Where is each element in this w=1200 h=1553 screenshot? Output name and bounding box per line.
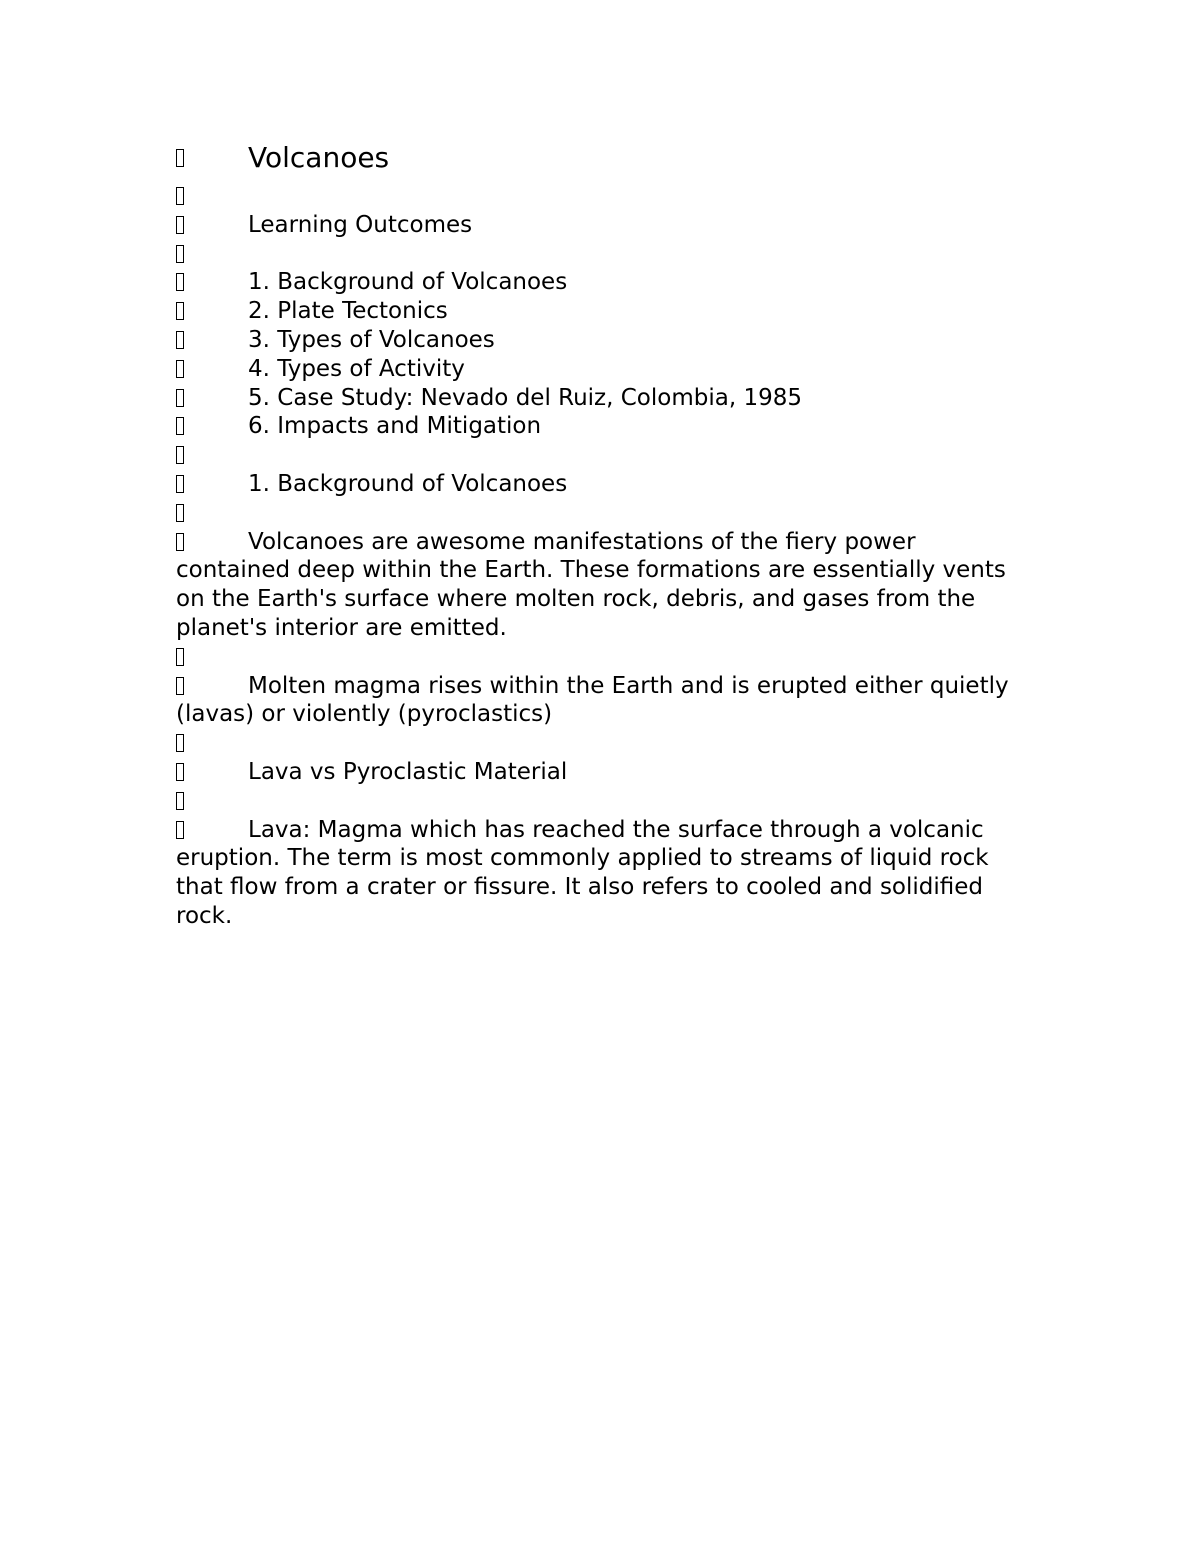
line-text: 1. Background of Volcanoes <box>248 269 568 296</box>
bullet-line <box>176 470 1026 499</box>
line-text: Molten magma rises within the Earth and is erupted either quietly (lavas) or violently (pyroclastics) <box>176 672 1009 728</box>
bullet-line <box>176 240 1026 269</box>
missing-glyph-icon <box>176 360 184 378</box>
paragraph-line <box>176 816 1026 931</box>
missing-glyph-icon <box>176 273 184 291</box>
bullet-line <box>176 326 1026 355</box>
missing-glyph-icon <box>176 677 184 695</box>
bullet-line <box>176 758 1026 787</box>
bullet-line <box>176 211 1026 240</box>
line-text: 5. Case Study: Nevado del Ruiz, Colombia, 1985 <box>248 384 802 411</box>
missing-glyph-icon <box>176 331 184 349</box>
line-text: Volcanoes are awesome manifestations of the fiery power contained deep within the Earth. These formations are essentially vents on the Earth's surface where molten rock, debris, and gases from the planet's interior are emitted. <box>176 528 1006 641</box>
bullet-line <box>176 268 1026 297</box>
missing-glyph-icon <box>176 302 184 320</box>
missing-glyph-icon <box>176 648 184 666</box>
bullet-line <box>176 499 1026 528</box>
bullet-line <box>176 787 1026 816</box>
missing-glyph-icon <box>176 417 184 435</box>
missing-glyph-icon <box>176 734 184 752</box>
paragraph-line <box>176 672 1026 730</box>
line-text: Learning Outcomes <box>248 211 473 238</box>
missing-glyph-icon <box>176 763 184 781</box>
document-title: Volcanoes <box>248 141 390 174</box>
missing-glyph-icon <box>176 821 184 839</box>
line-text: 2. Plate Tectonics <box>248 298 448 325</box>
missing-glyph-icon <box>176 149 184 167</box>
document-title-line <box>176 139 1026 176</box>
missing-glyph-icon <box>176 446 184 464</box>
bullet-line <box>176 643 1026 672</box>
paragraph-line <box>176 528 1026 643</box>
missing-glyph-icon <box>176 216 184 234</box>
line-text: 3. Types of Volcanoes <box>248 326 495 353</box>
document-lines <box>176 182 1026 931</box>
missing-glyph-icon <box>176 504 184 522</box>
missing-glyph-icon <box>176 389 184 407</box>
line-text: Lava: Magma which has reached the surface through a volcanic eruption. The term is most commonly applied to streams of liquid rock that flow from a crater or fissure. It also refers to cooled and solidified rock. <box>176 816 989 929</box>
line-text: 1. Background of Volcanoes <box>248 470 568 497</box>
bullet-line <box>176 384 1026 413</box>
missing-glyph-icon <box>176 187 184 205</box>
bullet-line <box>176 441 1026 470</box>
missing-glyph-icon <box>176 792 184 810</box>
document-body <box>176 139 1026 931</box>
missing-glyph-icon <box>176 533 184 551</box>
bullet-line <box>176 729 1026 758</box>
bullet-line <box>176 355 1026 384</box>
line-text: Lava vs Pyroclastic Material <box>248 758 568 785</box>
missing-glyph-icon <box>176 475 184 493</box>
bullet-line <box>176 412 1026 441</box>
bullet-line <box>176 182 1026 211</box>
line-text: 4. Types of Activity <box>248 355 465 382</box>
missing-glyph-icon <box>176 245 184 263</box>
bullet-line <box>176 297 1026 326</box>
line-text: 6. Impacts and Mitigation <box>248 413 542 440</box>
